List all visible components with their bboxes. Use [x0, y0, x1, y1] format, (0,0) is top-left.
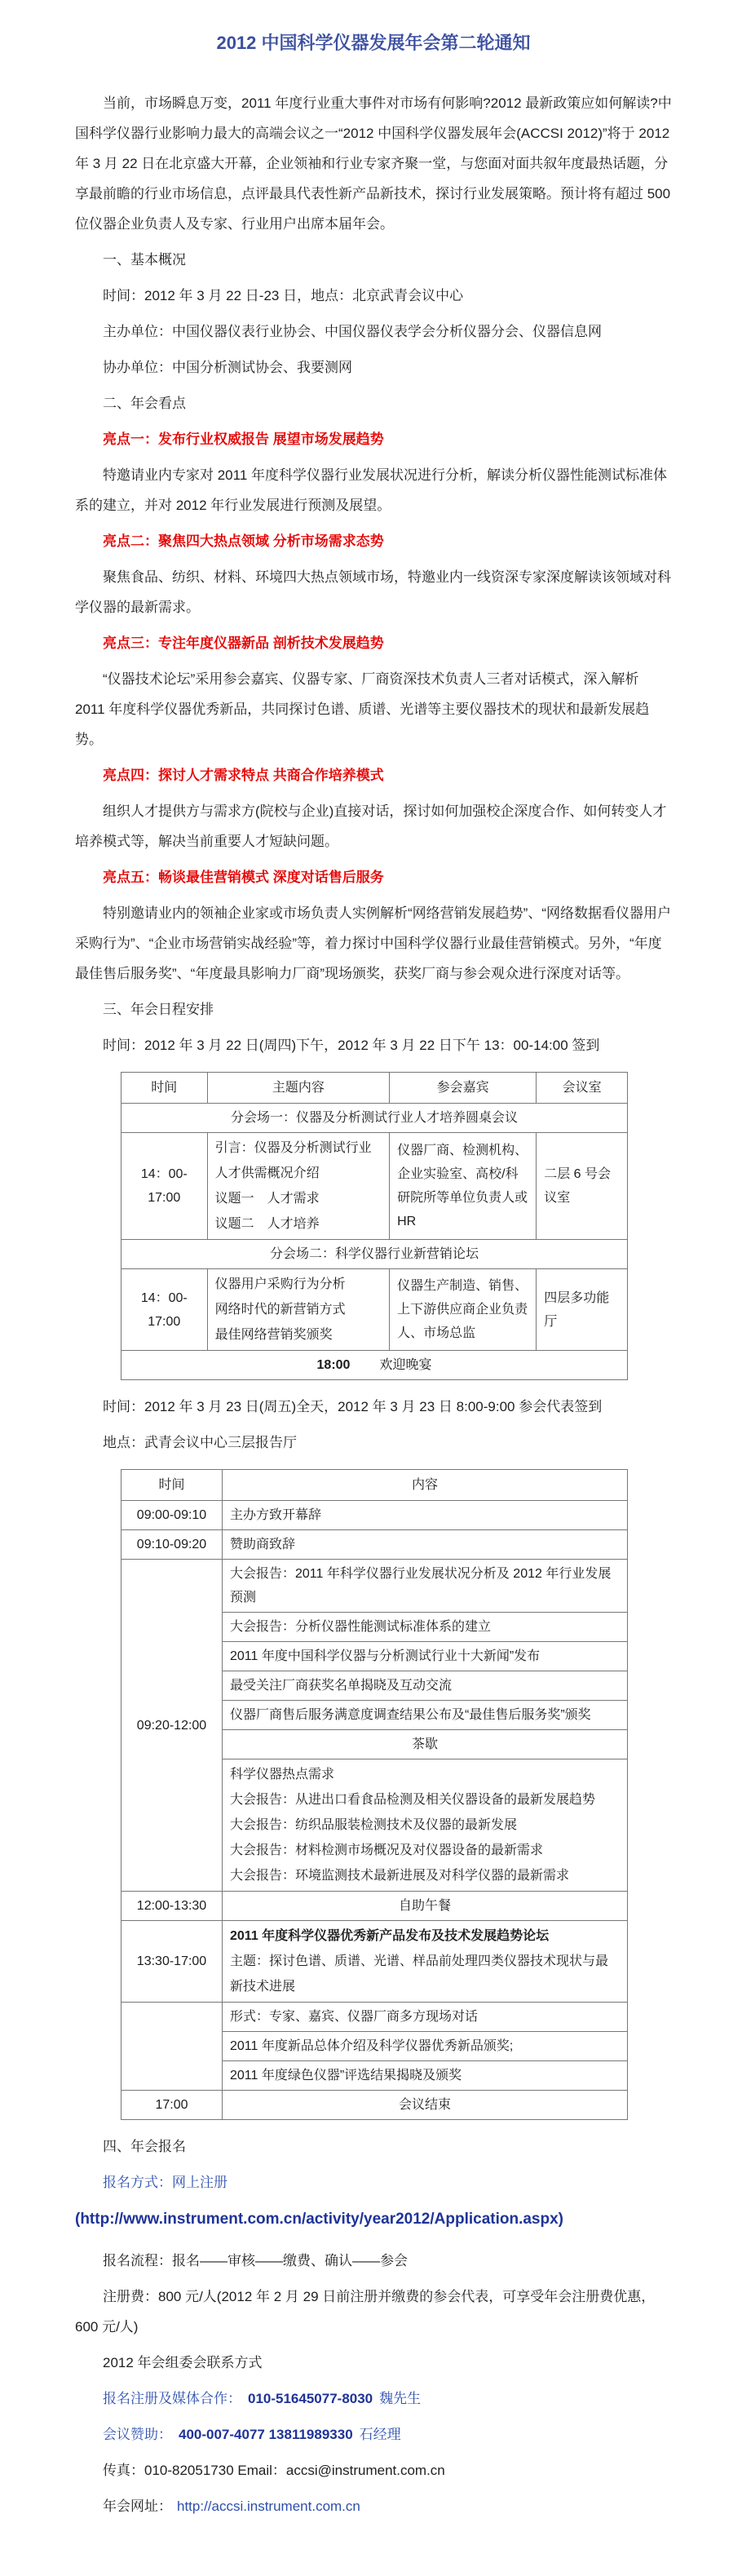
table-row: 17:00 会议结束: [121, 2091, 628, 2120]
table-row: 仪器厂商售后服务满意度调查结果公布及“最佳售后服务奖”颁奖: [121, 1701, 628, 1730]
day1-schedule-table: [121, 1072, 628, 1380]
page-title: 2012 中国科学仪器发展年会第二轮通知: [216, 33, 531, 53]
highlight-1-title: 亮点一：发布行业权威报告 展望市场发展趋势: [103, 432, 384, 447]
banquet-row: [121, 1351, 628, 1380]
section1-heading: 一、基本概况: [103, 252, 186, 268]
table-row: [121, 1921, 628, 2003]
registration-phone: 010-51645077-8030: [248, 2391, 373, 2406]
session1-guests: 仪器厂商、检测机构、企业实验室、高校/科研院所等单位负责人或 HR: [390, 1133, 537, 1240]
session2-title: 分会场二：科学仪器行业新营销论坛: [121, 1240, 628, 1269]
day2-location: 地点：武青会议中心三层报告厅: [103, 1435, 297, 1450]
table1-header-time: 时间: [121, 1073, 208, 1104]
session1-topics: 引言：仪器及分析测试行业人才供需概况介绍 议题一 人才需求 议题二 人才培养: [207, 1133, 390, 1240]
session2-room: 四层多功能厅: [537, 1269, 628, 1351]
session1-title: 分会场一：仪器及分析测试行业人才培养圆桌会议: [121, 1104, 628, 1133]
forum-title: 2011 年度科学仪器优秀新产品发布及技术发展趋势论坛: [230, 1929, 550, 1943]
session2-title-row: [121, 1240, 628, 1269]
highlight-4-body: 组织人才提供方与需求方(院校与企业)直接对话，探讨如何加强校企深度合作、如何转变人才培养模式等，解决当前重要人才短缺问题。: [75, 803, 667, 849]
sponsor-contact-line: [75, 2419, 672, 2450]
morning-block-time: 09:20-12:00: [121, 1560, 223, 1892]
highlight-3-title: 亮点三：专注年度仪器新品 剖析技术发展趋势: [103, 635, 384, 651]
intro-paragraph: 当前，市场瞬息万变，2011 年度行业重大事件对市场有何影响?2012 最新政策应如何解读?中国科学仪器行业影响力最大的高端会议之一“2012 中国科学仪器发展年会(ACCSI 2012)”将于 2012 年 3 月 22 日在北京盛大开幕，企业领袖和行业专家齐聚一堂，与您面对面共叙年度最热话题，分享最前瞻的行业市场信息，点评最具代表性新产品新技术，探讨行业发展策略。预计将有超过 500 位仪器企业负责人及专家、行业用户出席本届年会。: [75, 95, 672, 232]
banquet-cell: [121, 1351, 628, 1380]
day2-time-note: 时间：2012 年 3 月 23 日(周五)全天，2012 年 3 月 23 日 8:00-9:00 参会代表签到: [103, 1399, 603, 1414]
afternoon-empty-time: [121, 2003, 223, 2091]
website-url-link[interactable]: http://accsi.instrument.com.cn: [177, 2499, 360, 2514]
highlight-3-body: “仪器技术论坛”采用参会嘉宾、仪器专家、厂商资深技术负责人三者对话模式，深入解析 2011 年度科学仪器优秀新品，共同探讨色谱、质谱、光谱等主要仪器技术的现状和最新发展趋势。: [75, 671, 650, 747]
registration-fee-line: 注册费：800 元/人(2012 年 2 月 29 日前注册并缴费的参会代表，可享受年会注册费优惠，600 元/人): [75, 2289, 656, 2335]
day1-time-note: 时间：2012 年 3 月 22 日(周四)下午，2012 年 3 月 22 日下午 13：00-14:00 签到: [103, 1038, 600, 1053]
session2-guests: 仪器生产制造、销售、上下游供应商企业负责人、市场总监: [390, 1269, 537, 1351]
fax-email-line: 传真：010-82051730 Email：accsi@instrument.com.cn: [103, 2463, 445, 2478]
table-row: 茶歇: [121, 1730, 628, 1759]
hot-demand-title: 科学仪器热点需求: [230, 1768, 335, 1782]
highlight-5-body: 特别邀请业内的领袖企业家或市场负责人实例解析“网络营销发展趋势”、“网络数据看仪器用户采购行为”、“企业市场营销实战经验”等，着力探讨中国科学仪器行业最佳营销模式。另外，“年度最佳售后服务奖”、“年度最具影响力厂商”现场颁奖，获奖厂商与参会观众进行深度对话等。: [75, 905, 671, 981]
session1-time: 14：00-17:00: [121, 1133, 208, 1240]
session2-topics: 仪器用户采购行为分析 网络时代的新营销方式 最佳网络营销奖颁奖: [207, 1269, 390, 1351]
table-row: 12:00-13:30 自助午餐: [121, 1892, 628, 1921]
registration-method-line: 报名方式：网上注册: [103, 2175, 227, 2190]
website-line: [75, 2491, 672, 2521]
section4-heading: 四、年会报名: [103, 2139, 186, 2154]
session1-title-row: [121, 1104, 628, 1133]
afternoon-time: 13:30-17:00: [121, 1921, 223, 2003]
banquet-label: 欢迎晚宴: [379, 1358, 432, 1372]
highlight-2-title: 亮点二：聚焦四大热点领域 分析市场需求态势: [103, 533, 384, 549]
highlight-5-title: 亮点五：畅谈最佳营销模式 深度对话售后服务: [103, 870, 384, 885]
sponsor-phone: 400-007-4077 13811989330: [179, 2427, 353, 2442]
highlight-2-body: 聚焦食品、纺织、材料、环境四大热点领域市场，特邀业内一线资深专家深度解读该领域对科学仪器的最新需求。: [75, 569, 671, 615]
table-row: 09:20-12:00 大会报告：2011 年科学仪器行业发展状况分析及 2012 年行业发展预测: [121, 1560, 628, 1613]
afternoon-forum-cell: [223, 1921, 628, 2003]
table2-header-row: [121, 1470, 628, 1501]
table1-header-guests: 参会嘉宾: [390, 1073, 537, 1104]
banquet-time: 18:00: [316, 1358, 351, 1372]
table-row: 09:00-09:10 主办方致开幕辞: [121, 1501, 628, 1530]
section2-heading: 二、年会看点: [103, 396, 186, 411]
highlight-4-title: 亮点四：探讨人才需求特点 共商合作培养模式: [103, 768, 384, 783]
website-label: 年会网址：: [103, 2499, 172, 2514]
sponsor-contact-label: 会议赞助：: [103, 2427, 172, 2442]
registration-url-link[interactable]: (http://www.instrument.com.cn/activity/year2012/Application.aspx): [75, 2211, 563, 2228]
table-row: 2011 年度绿色仪器”评选结果揭晓及颁奖: [121, 2061, 628, 2091]
day2-schedule-table: [121, 1469, 628, 2120]
table2-header-time: 时间: [121, 1470, 223, 1501]
session2-row: [121, 1269, 628, 1351]
table-row: 2011 年度中国科学仪器与分析测试行业十大新闻”发布: [121, 1642, 628, 1671]
sponsor-contact-name: 石经理: [359, 2427, 401, 2442]
section1-co-organizers: 协办单位：中国分析测试协会、我要测网: [103, 360, 352, 375]
session1-row: [121, 1133, 628, 1240]
section3-heading: 三、年会日程安排: [103, 1002, 214, 1017]
table1-header-topic: 主题内容: [207, 1073, 390, 1104]
registration-process-line: 报名流程：报名——审核——缴费、确认——参会: [103, 2253, 408, 2268]
highlight-1-body: 特邀请业内专家对 2011 年度科学仪器行业发展状况进行分析，解读分析仪器性能测试标准体系的建立，并对 2012 年行业发展进行预测及展望。: [75, 467, 668, 513]
forum-theme: 主题：探讨色谱、质谱、光谱、样品前处理四类仪器技术现状与最新技术进展: [230, 1954, 609, 1994]
table-row: 09:10-09:20 赞助商致辞: [121, 1530, 628, 1560]
section1-organizers: 主办单位：中国仪器仪表行业协会、中国仪器仪表学会分析仪器分会、仪器信息网: [103, 324, 602, 339]
registration-contact-label: 报名注册及媒体合作：: [103, 2391, 241, 2406]
registration-contact-line: [75, 2383, 672, 2414]
table-row: 2011 年度新品总体介绍及科学仪器优秀新品颁奖;: [121, 2032, 628, 2061]
registration-contact-name: 魏先生: [379, 2391, 422, 2406]
committee-contact-line: 2012 年会组委会联系方式: [103, 2355, 263, 2370]
section1-time-location: 时间：2012 年 3 月 22 日-23 日，地点：北京武青会议中心: [103, 288, 464, 303]
table1-header-row: [121, 1073, 628, 1104]
table1-header-room: 会议室: [537, 1073, 628, 1104]
table-row: 形式：专家、嘉宾、仪器厂商多方现场对话: [121, 2003, 628, 2032]
table2-header-content: 内容: [223, 1470, 628, 1501]
session2-time: 14：00-17:00: [121, 1269, 208, 1351]
session1-room: 二层 6 号会议室: [537, 1133, 628, 1240]
table-row: 最受关注厂商获奖名单揭晓及互动交流: [121, 1671, 628, 1701]
table-row: 大会报告：分析仪器性能测试标准体系的建立: [121, 1613, 628, 1642]
hot-demand-cell: 科学仪器热点需求 大会报告：从进出口看食品检测及相关仪器设备的最新发展趋势 大会报告：纺织品服装检测技术及仪器的最新发展 大会报告：材料检测市场概况及对仪器设备的最新需求 大会报告：环境监测技术最新进展及对科学仪器的最新需求: [223, 1759, 628, 1892]
